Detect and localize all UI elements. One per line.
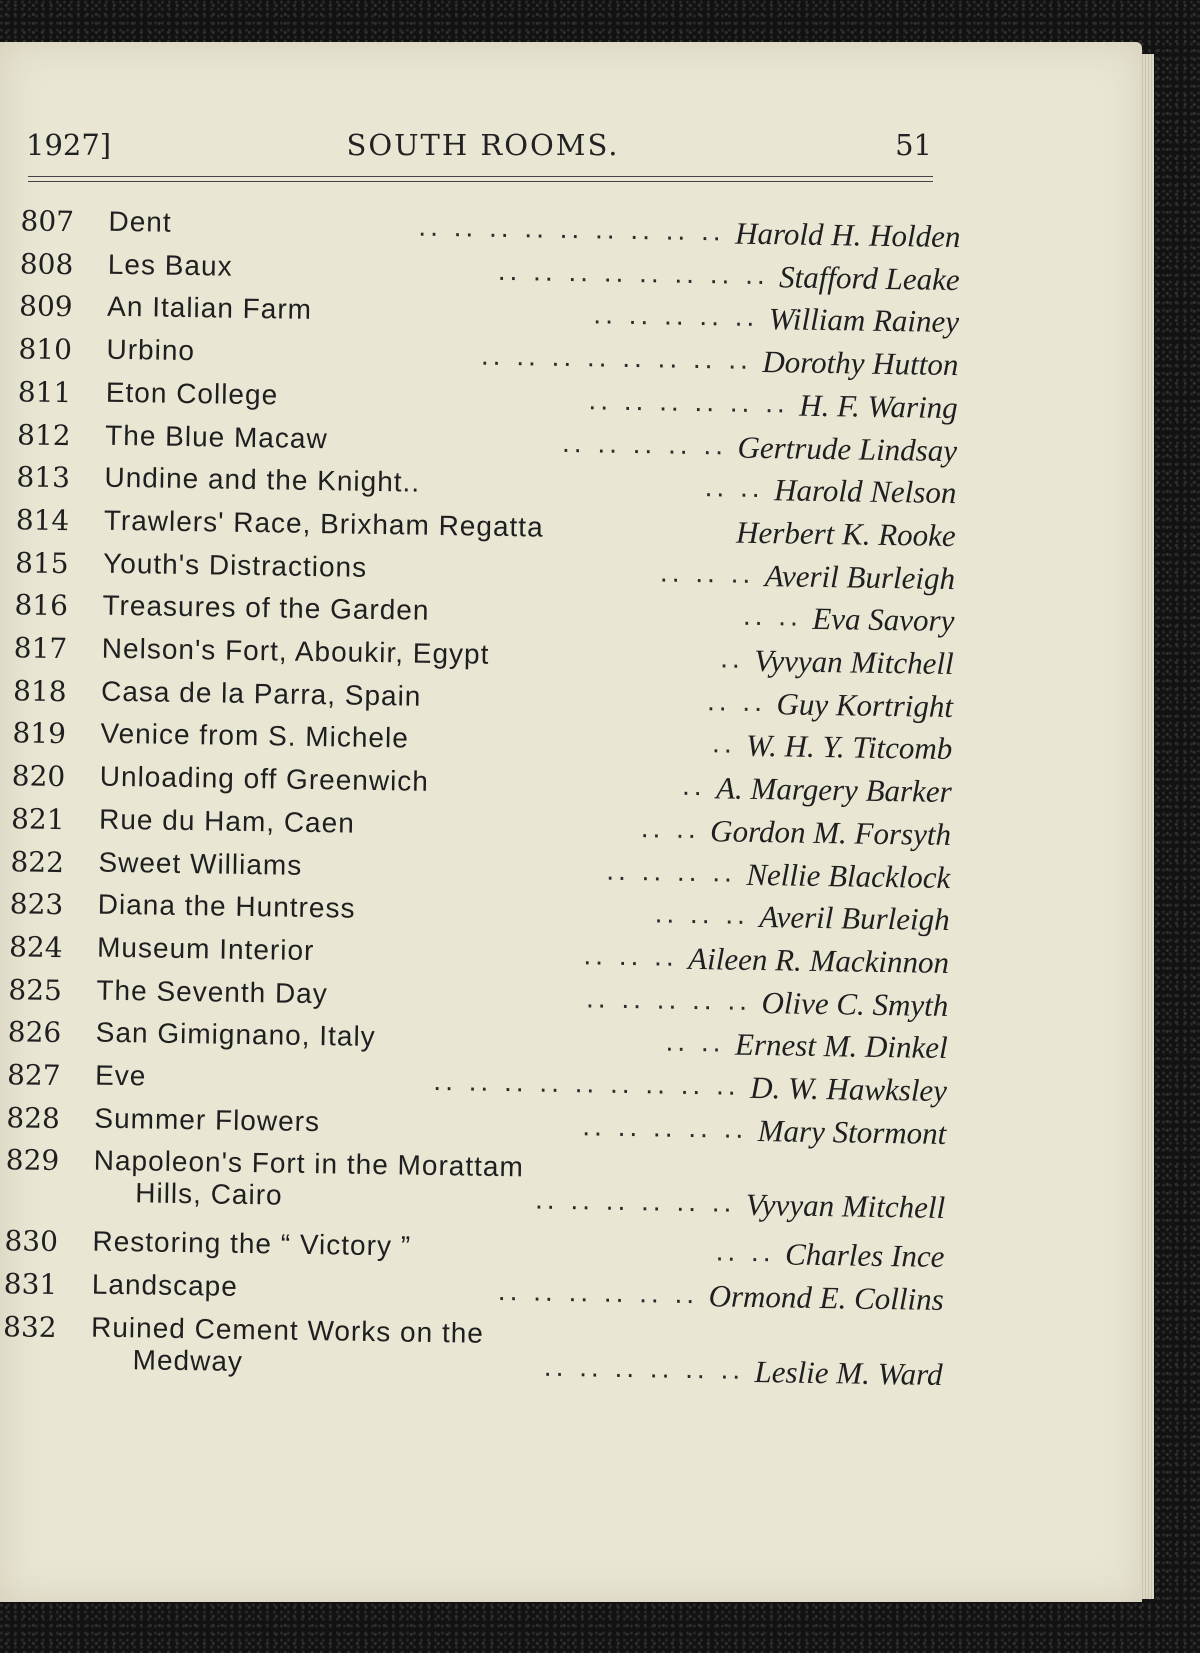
entry-artist: Gertrude Lindsay: [737, 429, 958, 468]
entry-artist: Leslie M. Ward: [754, 1353, 943, 1392]
entry-title: Eve: [94, 1059, 147, 1092]
entry-title-continued: Medway: [132, 1343, 244, 1377]
entry-artist: Mary Stormont: [757, 1112, 947, 1151]
dot-leader: ..: [681, 769, 706, 802]
dot-leader: .. .. ..: [654, 897, 750, 931]
entry-number: 823: [9, 887, 64, 922]
entry-artist: Averil Burleigh: [759, 899, 950, 938]
entry-title: Casa de la Parra, Spain: [100, 675, 422, 712]
dot-leader: .. .. .. .. .. .. .. ..: [497, 254, 770, 290]
entry-artist: H. F. Waring: [798, 387, 958, 425]
entry-title: Landscape: [91, 1268, 239, 1302]
entry-number: 816: [14, 588, 69, 623]
entry-artist: Vyvyan Mitchell: [754, 642, 954, 682]
entry-artist: Aileen R. Mackinnon: [687, 940, 950, 980]
dot-leader: .. ..: [665, 1025, 725, 1058]
page-number: 51: [895, 128, 932, 162]
entry-number: 829: [5, 1143, 60, 1178]
entry-title: An Italian Farm: [106, 291, 313, 326]
entry-artist: Herbert K. Rooke: [735, 514, 956, 553]
dot-leader: .. ..: [715, 1235, 775, 1268]
entry-artist: Charles Ince: [784, 1236, 945, 1275]
dot-leader: ..: [711, 727, 736, 760]
entry-number: 818: [12, 673, 67, 708]
entry-artist: Nellie Blacklock: [746, 856, 951, 895]
entry-title: Nelson's Fort, Aboukir, Egypt: [101, 632, 490, 670]
entry-title: Venice from S. Michele: [100, 718, 410, 754]
dot-leader: .. .. .. .. ..: [593, 298, 759, 333]
entry-number: 817: [13, 631, 68, 666]
entry-number: 820: [11, 759, 66, 794]
entry-title: Les Baux: [107, 248, 233, 282]
entry-artist: Harold Nelson: [773, 472, 957, 511]
entry-number: 814: [15, 503, 70, 538]
entry-number: 826: [7, 1015, 62, 1050]
entry-number: 811: [17, 375, 72, 409]
entry-title: The Seventh Day: [96, 974, 329, 1009]
entry-title: Napoleon's Fort in the Morattam: [93, 1145, 525, 1183]
entry-title: Treasures of the Garden: [102, 589, 430, 627]
entry-title-continued: Hills, Cairo: [135, 1177, 283, 1211]
entry-artist: Averil Burleigh: [764, 557, 956, 596]
entry-title: The Blue Macaw: [104, 419, 328, 454]
dot-leader: .. .. .. .. ..: [561, 426, 728, 460]
dot-leader: ..: [720, 642, 745, 674]
entry-number: 821: [10, 802, 65, 836]
dot-leader: .. .. .. ..: [606, 854, 737, 888]
dot-leader: .. ..: [706, 684, 767, 717]
dot-leader: .. .. .. .. .. .. .. .. ..: [433, 1064, 740, 1101]
entry-artist: Olive C. Smyth: [761, 984, 949, 1023]
entry-artist: Eva Savory: [812, 601, 955, 639]
entry-number: 810: [18, 332, 73, 367]
entry-artist: Guy Kortright: [776, 685, 954, 724]
entry-number: 831: [3, 1267, 58, 1301]
entry-number: 828: [6, 1100, 61, 1135]
dot-leader: .. .. .. .. .. ..: [543, 1350, 745, 1385]
dot-leader: .. .. ..: [659, 556, 755, 589]
entry-artist: Gordon M. Forsyth: [709, 813, 952, 852]
dot-leader: .. .. .. .. ..: [585, 981, 752, 1016]
entry-title: Unloading off Greenwich: [99, 760, 430, 797]
entry-artist: Vyvyan Mitchell: [745, 1187, 946, 1226]
dot-leader: .. ..: [742, 600, 803, 632]
entry-title: Diana the Huntress: [97, 888, 356, 924]
entry-title: Youth's Distractions: [102, 547, 368, 583]
page-edges: [1140, 54, 1154, 1599]
entry-title: Summer Flowers: [94, 1102, 321, 1137]
dot-leader: .. .. .. .. .. ..: [534, 1183, 736, 1219]
entry-title: Ruined Cement Works on the: [90, 1311, 485, 1349]
dot-leader: .. ..: [640, 811, 701, 844]
dot-leader: .. .. ..: [583, 939, 678, 972]
entry-number: 807: [20, 204, 75, 239]
entry-number: 809: [18, 289, 73, 324]
entry-number: 827: [6, 1058, 61, 1093]
entry-number: 812: [16, 417, 71, 452]
entry-title: Sweet Williams: [98, 846, 303, 881]
entry-artist: Ormond E. Collins: [708, 1278, 944, 1317]
entry-number: 819: [12, 716, 67, 751]
catalogue-entry: [5, 1144, 946, 1239]
entry-artist: W. H. Y. Titcomb: [745, 728, 953, 767]
entry-title: Museum Interior: [96, 931, 315, 966]
dot-leader: .. .. .. .. .. .. .. ..: [480, 339, 753, 375]
entry-number: 822: [10, 844, 65, 879]
entry-number: 830: [4, 1224, 59, 1259]
catalogue-entry: [2, 1310, 943, 1405]
entry-title: Rue du Ham, Caen: [98, 803, 356, 839]
entry-artist: Stafford Leake: [778, 258, 961, 297]
dot-leader: .. .. .. .. .. ..: [588, 384, 790, 419]
entry-title: Trawlers' Race, Brixham Regatta: [103, 504, 544, 543]
dot-leader: .. .. .. .. .. .. .. .. ..: [418, 210, 725, 247]
entry-title: San Gimignano, Italy: [95, 1016, 376, 1053]
header-year: 1927]: [26, 128, 112, 162]
entry-title: Urbino: [106, 333, 196, 367]
entry-title: Restoring the “ Victory ”: [92, 1225, 412, 1262]
entry-title: Undine and the Knight..: [104, 461, 421, 498]
entry-artist: Harold H. Holden: [734, 215, 961, 255]
entry-title: Dent: [108, 205, 172, 238]
entry-artist: D. W. Hawksley: [749, 1069, 948, 1109]
entry-artist: A. Margery Barker: [715, 770, 952, 810]
entry-number: 813: [16, 460, 71, 495]
entry-artist: Dorothy Hutton: [762, 344, 959, 383]
page-title: SOUTH ROOMS.: [346, 128, 620, 162]
entry-title: Eton College: [105, 376, 279, 411]
entry-artist: William Rainey: [768, 301, 960, 340]
dot-leader: .. .. .. .. .. ..: [497, 1274, 699, 1309]
entry-number: 832: [2, 1309, 57, 1344]
dot-leader: .. ..: [704, 471, 764, 504]
entry-number: 815: [14, 545, 69, 580]
dot-leader: .. .. .. .. ..: [582, 1109, 748, 1144]
entry-number: 808: [19, 247, 74, 281]
entry-number: 825: [8, 972, 63, 1007]
entry-artist: Ernest M. Dinkel: [734, 1026, 948, 1066]
entry-number: 824: [8, 930, 63, 964]
